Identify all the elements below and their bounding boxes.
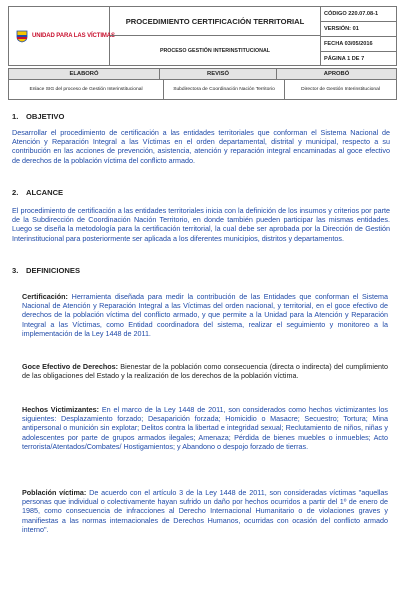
approval-table: [8, 68, 397, 100]
document-code: CÓDIGO 220.07.08-1: [321, 7, 396, 22]
document-header-table: [8, 6, 397, 66]
approval-value-row: [9, 80, 396, 99]
section-title: ALCANCE: [26, 188, 64, 197]
definition-term: Hechos Victimizantes:: [22, 405, 100, 414]
document-date: FECHA 03/05/2016: [321, 37, 396, 52]
logo-text: UNIDAD PARA LAS VÍCTIMAS: [32, 33, 115, 39]
title-cell: [110, 7, 321, 65]
process-name: PROCESO GESTIÓN INTERINSTITUCIONAL: [159, 47, 271, 54]
section-heading-alcance: [12, 188, 63, 197]
definition-term: Goce Efectivo de Derechos:: [22, 362, 119, 371]
definition-poblacion-victima: [22, 488, 388, 534]
definition-term: Población víctima:: [22, 488, 87, 497]
document-version: VERSIÓN: 01: [321, 22, 396, 37]
section-number: 2.: [12, 188, 19, 197]
definition-goce-efectivo: [22, 362, 388, 380]
objetivo-paragraph: Desarrollar el procedimiento de certificación a las entidades territoriales que conforman el Sistema Nacional de Atención y Reparación Integral a las Víctimas en el orden departamental, distrital y municipal, respecto a su contribución en las acciones de prevención, asistencia, atención y reparación integral encaminadas al goce efectivo de derechos de la población víctima del conflicto armado.: [12, 128, 390, 165]
definition-certificacion: [22, 292, 388, 338]
approval-header-row: [9, 69, 396, 80]
definition-text: En el marco de la Ley 1448 de 2011, son considerados como hechos victimizantes los siguientes: Desplazamiento forzado; Desaparición forzada; Homicidio o Masacre; Secuestro; Tortura; Mina antipersonal o munición sin explotar; Delitos contra la libertad e integridad sexual; Reclutamiento de niños, niñas y adolescentes por parte de grupos armados ilegales; Amenaza; Pérdida de bienes muebles o inmuebles; Acto terrorista/Atentados/Combates/ Hostigamientos; y Abandono o despojo forzado de tierras.: [22, 405, 388, 451]
approval-value-aprobo: Director de Gestión Interinstitucional: [301, 86, 380, 92]
section-heading-objetivo: [12, 112, 64, 121]
definition-text: Herramienta diseñada para medir la contribución de las Entidades que conforman el Sistema Nacional de Atención y Reparación Integral a las Víctimas del orden nacional, y territorial, en el goce efectivo de derechos de la población víctima del conflicto armado, y que permite a la Unidad para la Atención y Reparación Integral a las Víctimas, como Entidad coordinadora del sistema, realizar el seguimiento y monitoreo a la implementación de la Ley 1448 de 2011.: [22, 292, 388, 338]
section-title: DEFINICIONES: [26, 266, 81, 275]
approval-value-elaboro: Enlace SIG del proceso de Gestión Interinstitucional: [9, 80, 164, 99]
document-title: PROCEDIMIENTO CERTIFICACIÓN TERRITORIAL: [110, 7, 320, 36]
approval-header-elaboro: ELABORÓ: [9, 69, 160, 79]
colombia-shield-icon: [15, 29, 29, 43]
definition-text: Bienestar de la población como consecuencia (directa o indirecta) del cumplimiento de las obligaciones del Estado y la realización de los derechos de la población víctima.: [22, 362, 388, 381]
definition-term: Certificación:: [22, 292, 68, 301]
meta-cell: [321, 7, 396, 65]
approval-value-reviso: Subdirectora de Coordinación Nación Territorio: [164, 80, 285, 99]
page-number: PÁGINA 1 DE 7: [324, 56, 365, 62]
logo-cell: [9, 7, 115, 65]
section-title: OBJETIVO: [26, 112, 65, 121]
alcance-paragraph: El procedimiento de certificación a las entidades territoriales inicia con la definición de los insumos y criterios por parte de la Subdirección de Coordinación Nación Territorio, en donde también pueden participar las mismas entidades. Luego se diseña la metodología para la certificación territorial, la cual debe ser aprobada por la Dirección de Gestión Interinstitucional para posteriormente ser aplicada a los diferentes municipios, distritos y departamentos.: [12, 206, 390, 243]
section-number: 3.: [12, 266, 19, 275]
logo: [15, 29, 115, 43]
definition-text: De acuerdo con el artículo 3 de la Ley 1448 de 2011, son consideradas víctimas "aquellas personas que individual o colectivamente hayan sufrido un daño por hechos ocurridos a partir del 1º de enero de 1985, como consecuencia de infracciones al Derecho Internacional Humanitario o de violaciones graves y manifiestas a las normas internacionales de Derechos Humanos, ocurridas con ocasión del conflicto armado interno".: [22, 488, 388, 534]
approval-header-reviso: REVISÓ: [160, 69, 277, 79]
section-number: 1.: [12, 112, 19, 121]
definition-hechos-victimizantes: [22, 405, 388, 451]
approval-header-aprobo: APROBÓ: [323, 71, 350, 77]
section-heading-definiciones: [12, 266, 80, 275]
